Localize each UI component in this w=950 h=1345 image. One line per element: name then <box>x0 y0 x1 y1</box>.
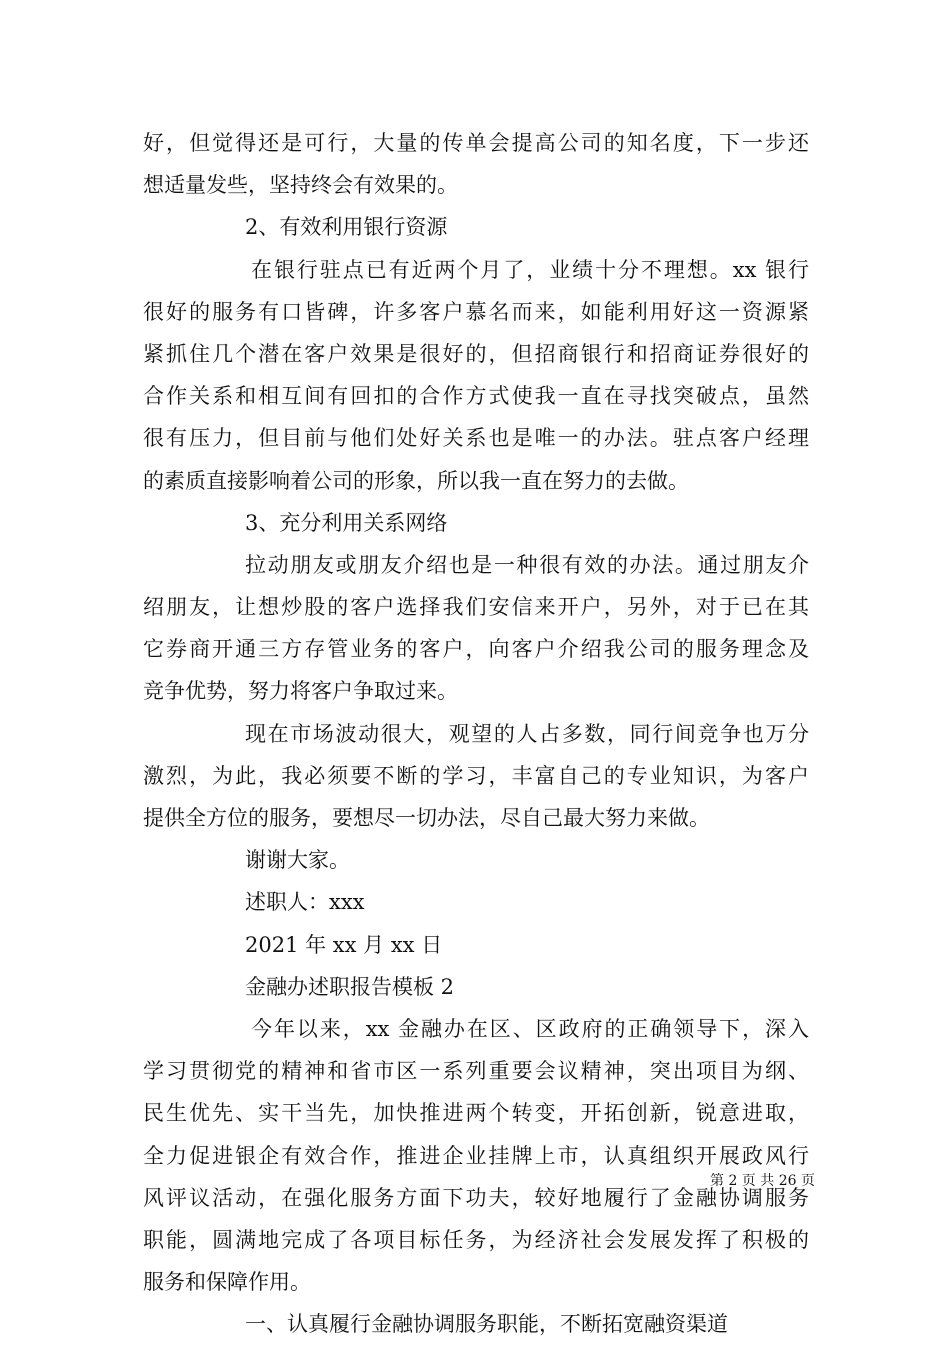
paragraph-line: 职能，圆满地完成了各项目标任务，为经济社会发展发挥了积极的 <box>143 1227 809 1252</box>
paragraph-line: 想适量发些，坚持终会有效果的。 <box>143 173 458 198</box>
paragraph-line: 今年以来，xx 金融办在区、区政府的正确领导下，深入 <box>251 1016 809 1041</box>
paragraph-line: 激烈，为此，我必须要不断的学习，丰富自己的专业知识，为客户 <box>143 763 809 788</box>
paragraph-line: 提供全方位的服务，要想尽一切办法，尽自己最大努力来做。 <box>143 806 710 830</box>
paragraph-line: 绍朋友，让想炒股的客户选择我们安信来开户，另外，对于已在其 <box>143 595 809 620</box>
section-heading: 一、认真履行金融协调服务职能，不断拓宽融资渠道 <box>245 1312 728 1337</box>
reporter-signature: 述职人：xxx <box>245 890 365 915</box>
paragraph-line: 的素质直接影响着公司的形象，所以我一直在努力的去做。 <box>143 468 689 493</box>
report-date: 2021 年 xx 月 xx 日 <box>245 932 443 957</box>
section-heading: 3、充分利用关系网络 <box>245 510 448 535</box>
paragraph-line: 全力促进银企有效合作，推进企业挂牌上市，认真组织开展政风行 <box>143 1143 809 1168</box>
paragraph-line: 风评议活动，在强化服务方面下功夫，较好地履行了金融协调服务 <box>143 1185 809 1210</box>
paragraph-line: 竞争优势，努力将客户争取过来。 <box>143 679 458 704</box>
paragraph-line: 很有压力，但目前与他们处好关系也是唯一的办法。驻点客户经理 <box>143 426 809 451</box>
closing-thanks: 谢谢大家。 <box>245 848 350 873</box>
paragraph-line: 紧抓住几个潜在客户效果是很好的，但招商银行和招商证券很好的 <box>143 341 809 366</box>
section-heading: 2、有效利用银行资源 <box>245 215 448 240</box>
paragraph-line: 它券商开通三方存管业务的客户，向客户介绍我公司的服务理念及 <box>143 637 809 662</box>
paragraph-line: 很好的服务有口皆碑，许多客户慕名而来，如能利用好这一资源紧 <box>143 299 809 324</box>
page-number-footer: 第 2 页 共 26 页 <box>710 1173 815 1189</box>
report-title: 金融办述职报告模板 2 <box>245 974 455 999</box>
paragraph-line: 学习贯彻党的精神和省市区一系列重要会议精神，突出项目为纲、 <box>143 1059 809 1084</box>
paragraph-line: 好，但觉得还是可行，大量的传单会提高公司的知名度，下一步还 <box>143 131 809 155</box>
paragraph-line: 民生优先、实干当先，加快推进两个转变，开拓创新，锐意进取， <box>143 1101 809 1126</box>
paragraph-line: 合作关系和相互间有回扣的合作方式使我一直在寻找突破点，虽然 <box>143 384 809 409</box>
paragraph-line: 在银行驻点已有近两个月了，业绩十分不理想。xx 银行 <box>251 257 809 282</box>
paragraph-line: 服务和保障作用。 <box>143 1270 311 1295</box>
paragraph-line: 现在市场波动很大，观望的人占多数，同行间竞争也万分 <box>245 721 809 746</box>
document-body <box>143 122 809 1345</box>
paragraph-line: 拉动朋友或朋友介绍也是一种很有效的办法。通过朋友介 <box>245 552 809 577</box>
